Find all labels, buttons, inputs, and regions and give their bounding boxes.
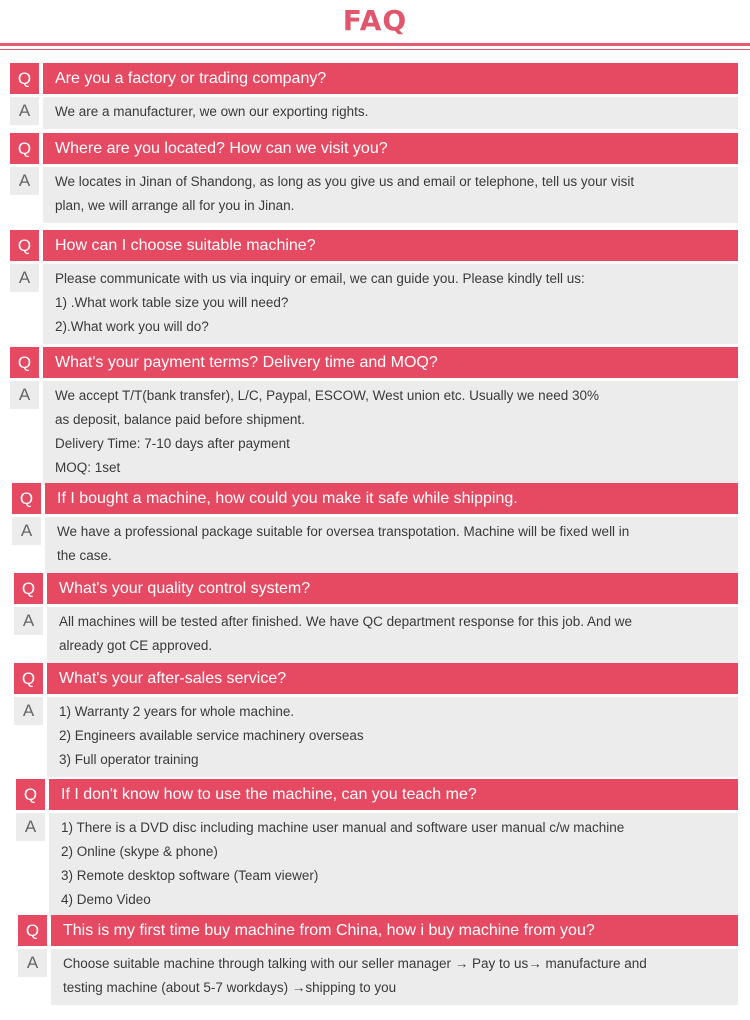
question-row <box>10 63 738 94</box>
question-text: What's your quality control system? <box>47 573 738 604</box>
answer-line: Please communicate with us via inquiry or email, we can guide you. Please kindly tell us: <box>55 271 585 286</box>
answer-marker: A <box>12 517 41 545</box>
question-row <box>16 779 738 810</box>
answer-panel <box>43 97 738 129</box>
answer-panel <box>47 697 738 777</box>
answer-line: the case. <box>57 548 112 563</box>
answer-line: 2) Online (skype & phone) <box>61 844 218 859</box>
answer-panel <box>43 381 738 485</box>
answer-line: 2) Engineers available service machinery overseas <box>59 728 364 743</box>
question-row <box>10 230 738 261</box>
answer-panel <box>49 813 738 917</box>
question-text: What's your after-sales service? <box>47 663 738 694</box>
question-marker: Q <box>10 347 39 378</box>
question-marker: Q <box>10 230 39 261</box>
answer-marker: A <box>14 697 43 725</box>
page-title: FAQ <box>342 4 408 37</box>
answer-line: testing machine (about 5-7 workdays) →shipping to you <box>63 980 397 995</box>
question-row <box>18 915 738 946</box>
answer-line: We accept T/T(bank transfer), L/C, Paypal, ESCOW, West union etc. Usually we need 30% <box>55 388 599 403</box>
question-text: This is my first time buy machine from China, how i buy machine from you? <box>51 915 738 946</box>
question-marker: Q <box>14 663 43 694</box>
answer-line: 4) Demo Video <box>61 892 151 907</box>
question-marker: Q <box>10 133 39 164</box>
answer-line: plan, we will arrange all for you in Jinan. <box>55 198 295 213</box>
answer-line: We locates in Jinan of Shandong, as long as you give us and email or telephone, tell us your visit <box>55 174 635 189</box>
answer-line: 3) Full operator training <box>59 752 199 767</box>
answer-line: 2).What work you will do? <box>55 319 209 334</box>
answer-line: All machines will be tested after finished. We have QC department response for this job. And we <box>59 614 633 629</box>
answer-panel <box>51 949 738 1005</box>
question-row <box>14 573 738 604</box>
question-row <box>12 483 738 514</box>
question-text: If I don't know how to use the machine, can you teach me? <box>49 779 738 810</box>
question-marker: Q <box>10 63 39 94</box>
question-marker: Q <box>16 779 45 810</box>
answer-marker: A <box>10 97 39 125</box>
question-text: Are you a factory or trading company? <box>43 63 738 94</box>
answer-line: Choose suitable machine through talking with our seller manager → Pay to us→ manufacture and <box>63 956 647 971</box>
question-text: If I bought a machine, how could you make it safe while shipping. <box>45 483 738 514</box>
answer-panel <box>43 264 738 344</box>
question-row <box>14 663 738 694</box>
question-text: How can I choose suitable machine? <box>43 230 738 261</box>
title-underline <box>0 43 750 46</box>
answer-line: already got CE approved. <box>59 638 213 653</box>
question-row <box>10 347 738 378</box>
answer-line: Delivery Time: 7-10 days after payment <box>55 436 290 451</box>
answer-line: We have a professional package suitable for oversea transpotation. Machine will be fixed well in <box>57 524 630 539</box>
answer-marker: A <box>14 607 43 635</box>
answer-marker: A <box>18 949 47 977</box>
question-marker: Q <box>18 915 47 946</box>
answer-panel <box>47 607 738 663</box>
answer-marker: A <box>10 167 39 195</box>
answer-line: 1) .What work table size you will need? <box>55 295 289 310</box>
answer-marker: A <box>16 813 45 841</box>
answer-line: MOQ: 1set <box>55 460 121 475</box>
answer-panel <box>43 167 738 223</box>
question-marker: Q <box>12 483 41 514</box>
answer-line: We are a manufacturer, we own our exporting rights. <box>55 104 369 119</box>
question-text: Where are you located? How can we visit you? <box>43 133 738 164</box>
answer-marker: A <box>10 381 39 409</box>
answer-panel <box>45 517 738 573</box>
answer-marker: A <box>10 264 39 292</box>
question-text: What's your payment terms? Delivery time and MOQ? <box>43 347 738 378</box>
answer-line: 1) There is a DVD disc including machine user manual and software user manual c/w machine <box>61 820 625 835</box>
answer-line: as deposit, balance paid before shipment. <box>55 412 305 427</box>
answer-line: 3) Remote desktop software (Team viewer) <box>61 868 319 883</box>
question-marker: Q <box>14 573 43 604</box>
answer-line: 1) Warranty 2 years for whole machine. <box>59 704 295 719</box>
question-row <box>10 133 738 164</box>
title-underline-thin <box>0 49 750 50</box>
